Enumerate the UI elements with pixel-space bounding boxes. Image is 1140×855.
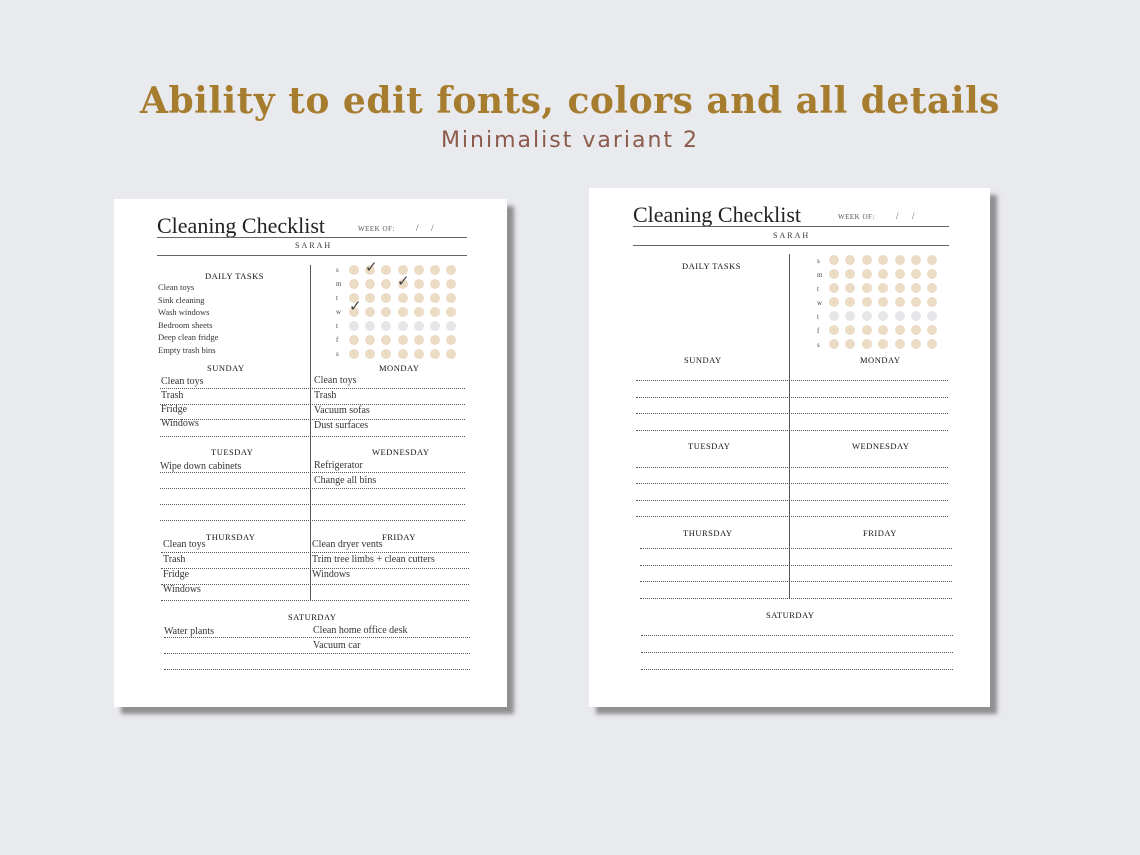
tracker-dot: [878, 269, 888, 279]
entry-line: [640, 598, 952, 599]
tracker-dot: [862, 269, 872, 279]
tracker-dot: [845, 311, 855, 321]
entry-line: [640, 548, 952, 549]
tracker-dot: [414, 293, 424, 303]
daily-task-item: Wash windows: [158, 307, 210, 317]
tracker-dot: [398, 335, 408, 345]
monday-task: Trash: [314, 390, 337, 401]
day-letter: s: [336, 266, 339, 274]
day-letter: f: [336, 336, 339, 344]
thursday-task: Windows: [163, 584, 201, 595]
week-of-label: WEEK OF:: [358, 225, 395, 233]
tracker-dot: [927, 339, 937, 349]
tracker-dot: [845, 255, 855, 265]
tracker-dot: [845, 297, 855, 307]
tracker-dot: [862, 339, 872, 349]
tracker-dot: [829, 339, 839, 349]
tracker-dot: [927, 255, 937, 265]
tracker-dot: [911, 297, 921, 307]
tracker-dot: [862, 283, 872, 293]
entry-line: [160, 488, 465, 489]
name-rule: [633, 245, 949, 246]
tracker-dot: [911, 255, 921, 265]
day-letter: m: [336, 280, 342, 288]
tracker-dot: [430, 321, 440, 331]
tracker-dot: [927, 269, 937, 279]
tracker-dot: [927, 297, 937, 307]
tracker-dot: [911, 269, 921, 279]
tracker-dot: [829, 269, 839, 279]
tracker-dot: [927, 311, 937, 321]
tracker-dot: [829, 283, 839, 293]
day-letter: t: [336, 322, 338, 330]
tracker-dot: [829, 311, 839, 321]
thursday-task: Fridge: [163, 569, 190, 580]
subheadline: Minimalist variant 2: [440, 128, 700, 153]
tracker-dot: [878, 311, 888, 321]
tracker-dot: [349, 321, 359, 331]
entry-line: [636, 500, 948, 501]
entry-line: [636, 467, 948, 468]
entry-line: [161, 584, 469, 585]
tracker-dot: [349, 335, 359, 345]
sunday-task: Clean toys: [161, 376, 204, 387]
sunday-task: Fridge: [161, 404, 188, 415]
tracker-dot: [365, 321, 375, 331]
entry-line: [161, 600, 469, 601]
tracker-dot: [829, 325, 839, 335]
title-rule: [157, 237, 467, 238]
week-of-label: WEEK OF:: [838, 213, 875, 221]
tracker-dot: [927, 283, 937, 293]
tracker-dot: [430, 335, 440, 345]
tracker-dot: [398, 293, 408, 303]
tuesday-task: Wipe down cabinets: [160, 461, 242, 472]
tracker-dot: [927, 325, 937, 335]
tracker-dot: [365, 279, 375, 289]
tracker-dot: [446, 265, 456, 275]
tuesday-heading: TUESDAY: [211, 447, 254, 457]
tracker-dot: [911, 339, 921, 349]
entry-line: [164, 637, 470, 638]
tracker-dot: [381, 335, 391, 345]
date-slash: /: [896, 211, 900, 221]
entry-line: [636, 430, 948, 431]
daily-tasks-heading: DAILY TASKS: [205, 271, 264, 281]
date-slash: /: [431, 223, 435, 233]
entry-line: [160, 388, 465, 389]
saturday-heading: SATURDAY: [288, 612, 337, 622]
tracker-dot: [365, 307, 375, 317]
entry-line: [636, 516, 948, 517]
tracker-dot: [430, 279, 440, 289]
tracker-dot: [414, 307, 424, 317]
tracker-dot: [349, 265, 359, 275]
friday-task: Clean dryer vents: [312, 539, 383, 550]
tracker-dot: [414, 265, 424, 275]
entry-line: [160, 436, 465, 437]
tracker-dot: [829, 297, 839, 307]
daily-task-item: Clean toys: [158, 282, 195, 292]
entry-line: [636, 380, 948, 381]
entry-line: [164, 669, 470, 670]
entry-line: [161, 552, 469, 553]
sunday-heading: SUNDAY: [207, 363, 245, 373]
tracker-dot: [365, 335, 375, 345]
day-letter: s: [336, 350, 339, 358]
tracker-dot: [911, 325, 921, 335]
saturday-task: Vacuum car: [313, 640, 361, 651]
column-divider: [310, 265, 311, 600]
entry-line: [164, 653, 470, 654]
daily-tasks-heading: DAILY TASKS: [682, 261, 741, 271]
entry-line: [160, 419, 465, 420]
title-rule: [633, 226, 949, 227]
thursday-heading: THURSDAY: [206, 532, 256, 542]
tracker-dot: [414, 335, 424, 345]
tracker-dot: [381, 279, 391, 289]
check-mark-icon: ✓: [349, 297, 362, 315]
tracker-dot: [446, 307, 456, 317]
tracker-dot: [878, 283, 888, 293]
tracker-dot: [381, 293, 391, 303]
tracker-dot: [895, 283, 905, 293]
entry-line: [160, 520, 465, 521]
saturday-task: Clean home office desk: [313, 625, 408, 636]
tracker-dot: [862, 311, 872, 321]
entry-line: [636, 413, 948, 414]
saturday-heading: SATURDAY: [766, 610, 815, 620]
daily-task-item: Sink cleaning: [158, 294, 205, 305]
tracker-dot: [911, 311, 921, 321]
day-letter: s: [817, 257, 820, 265]
tuesday-heading: TUESDAY: [688, 441, 731, 451]
tracker-dot: [430, 307, 440, 317]
sunday-task: Windows: [161, 418, 199, 429]
tracker-dot: [895, 339, 905, 349]
monday-task: Dust surfaces: [314, 420, 369, 431]
tracker-dot: [878, 255, 888, 265]
tracker-dot: [349, 349, 359, 359]
wednesday-task: Refrigerator: [314, 460, 363, 471]
tracker-dot: [845, 283, 855, 293]
tracker-dot: [895, 269, 905, 279]
saturday-task: Water plants: [164, 626, 215, 637]
entry-line: [160, 504, 465, 505]
tracker-dot: [895, 255, 905, 265]
daily-task-item: Empty trash bins: [158, 344, 216, 355]
headline: Ability to edit fonts, colors and all details: [140, 80, 1000, 122]
friday-task: Windows: [312, 569, 350, 580]
sheet-title: Cleaning Checklist: [157, 213, 326, 238]
tracker-dot: [430, 349, 440, 359]
day-letter: t: [817, 313, 819, 321]
tracker-dot: [845, 325, 855, 335]
tracker-dot: [398, 307, 408, 317]
tracker-dot: [430, 293, 440, 303]
tracker-dot: [349, 279, 359, 289]
monday-task: Clean toys: [314, 375, 357, 386]
tracker-dot: [381, 349, 391, 359]
friday-heading: FRIDAY: [863, 528, 897, 538]
thursday-heading: THURSDAY: [683, 528, 733, 538]
day-letter: w: [817, 299, 823, 307]
friday-task: Trim tree limbs + clean cutters: [312, 554, 435, 565]
entry-line: [636, 483, 948, 484]
sheet-title: Cleaning Checklist: [633, 202, 802, 227]
tracker-dot: [878, 325, 888, 335]
tracker-dot: [446, 279, 456, 289]
entry-line: [636, 397, 948, 398]
tracker-dot: [414, 321, 424, 331]
entry-line: [641, 669, 953, 670]
tracker-dot: [414, 279, 424, 289]
sunday-task: Trash: [161, 390, 184, 401]
monday-heading: MONDAY: [379, 363, 420, 373]
tracker-dot: [398, 321, 408, 331]
blank-checklist-sheet: [589, 188, 990, 707]
tracker-dot: [862, 297, 872, 307]
tracker-dot: [845, 339, 855, 349]
sunday-heading: SUNDAY: [684, 355, 722, 365]
tracker-dot: [381, 321, 391, 331]
wednesday-heading: WEDNESDAY: [372, 447, 430, 457]
day-letter: m: [817, 271, 823, 279]
name-rule: [157, 255, 467, 256]
day-letter: f: [817, 327, 820, 335]
tracker-dot: [446, 335, 456, 345]
tracker-dot: [398, 349, 408, 359]
day-letter: t: [817, 285, 819, 293]
tracker-dot: [446, 349, 456, 359]
tracker-dot: [895, 325, 905, 335]
thursday-task: Trash: [163, 554, 186, 565]
friday-heading: FRIDAY: [382, 532, 416, 542]
tracker-dot: [878, 339, 888, 349]
entry-line: [641, 635, 953, 636]
owner-name: SARAH: [773, 231, 811, 240]
daily-task-item: Deep clean fridge: [158, 332, 219, 342]
tracker-dot: [365, 293, 375, 303]
tracker-dot: [878, 297, 888, 307]
entry-line: [160, 472, 465, 473]
check-mark-icon: ✓: [365, 258, 378, 276]
day-letter: w: [336, 308, 342, 316]
date-slash: /: [912, 211, 916, 221]
monday-heading: MONDAY: [860, 355, 901, 365]
tracker-dot: [430, 265, 440, 275]
entry-line: [640, 565, 952, 566]
wednesday-heading: WEDNESDAY: [852, 441, 910, 451]
tracker-dot: [862, 325, 872, 335]
monday-task: Vacuum sofas: [314, 405, 370, 416]
tracker-dot: [895, 311, 905, 321]
day-letter: s: [817, 341, 820, 349]
tracker-dot: [895, 297, 905, 307]
tracker-dot: [845, 269, 855, 279]
day-letter: t: [336, 294, 338, 302]
tracker-dot: [911, 283, 921, 293]
entry-line: [640, 581, 952, 582]
tracker-dot: [414, 349, 424, 359]
thursday-task: Clean toys: [163, 539, 206, 550]
date-slash: /: [416, 223, 420, 233]
entry-line: [641, 652, 953, 653]
tracker-dot: [829, 255, 839, 265]
tracker-dot: [365, 349, 375, 359]
entry-line: [160, 404, 465, 405]
check-mark-icon: ✓: [397, 272, 410, 290]
tracker-dot: [381, 307, 391, 317]
tracker-dot: [446, 293, 456, 303]
daily-task-item: Bedroom sheets: [158, 319, 213, 330]
tracker-dot: [862, 255, 872, 265]
wednesday-task: Change all bins: [314, 475, 377, 486]
tracker-dot: [381, 265, 391, 275]
tracker-dot: [446, 321, 456, 331]
owner-name: SARAH: [295, 241, 333, 250]
filled-checklist-sheet: [114, 199, 507, 707]
